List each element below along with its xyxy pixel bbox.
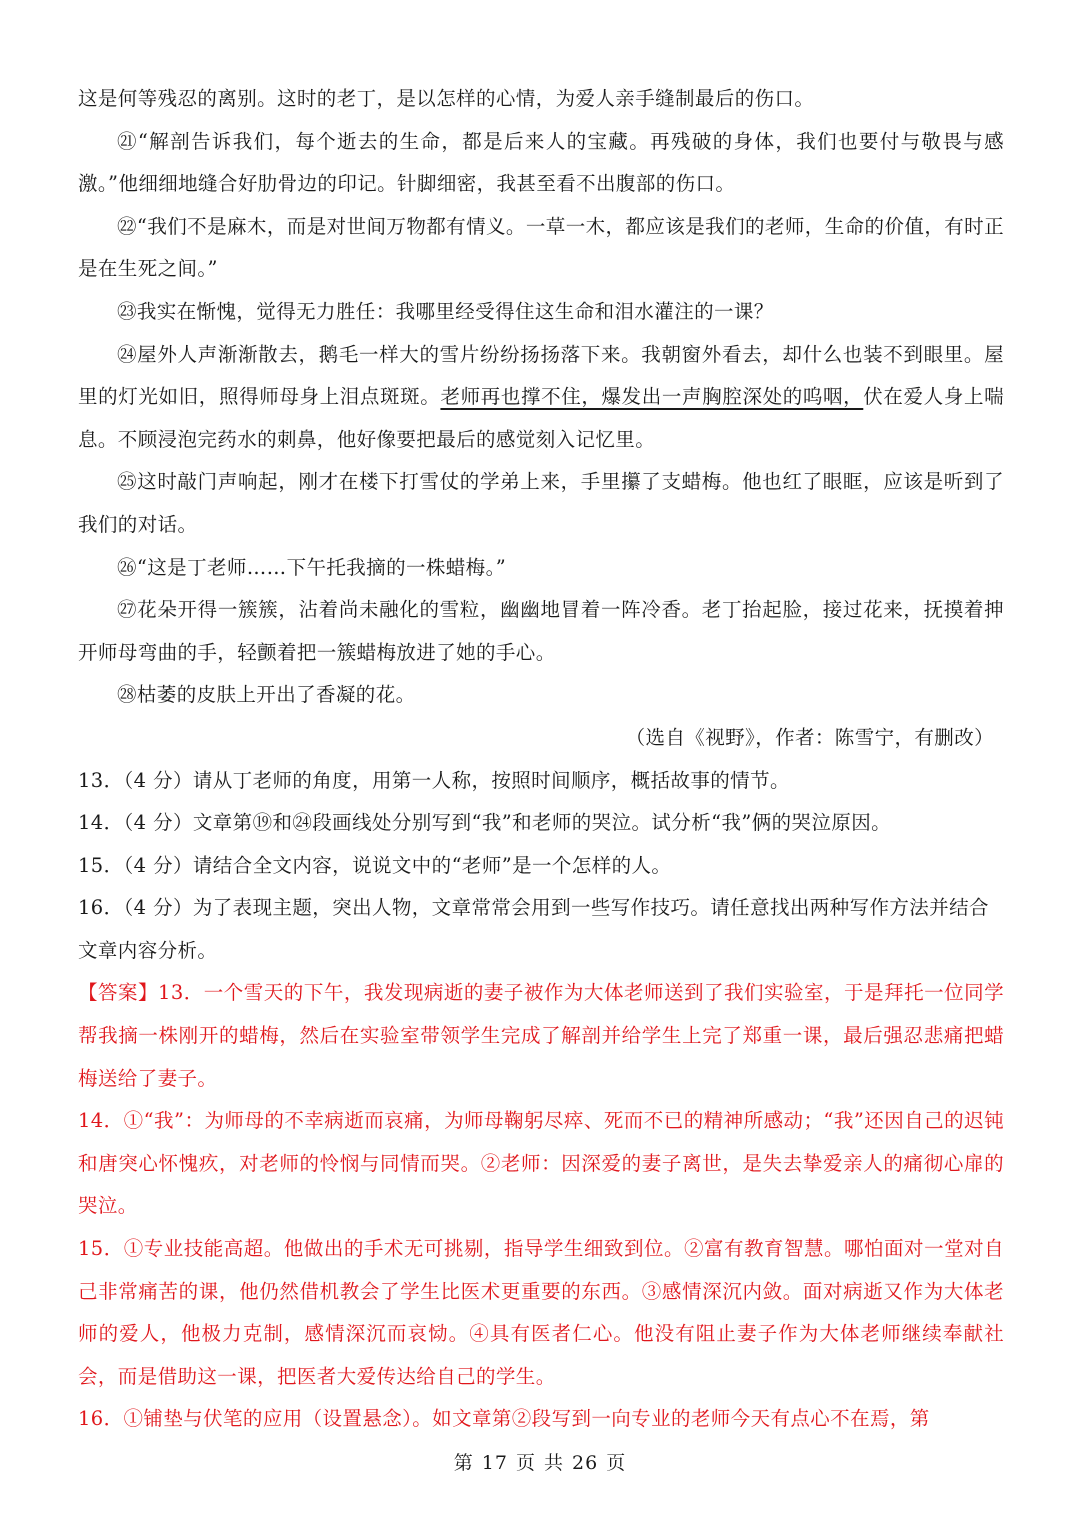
paragraph-24-underlined: 老师再也撑不住，爆发出一声胸腔深处的呜咽， (440, 385, 864, 409)
paragraph-24-part-b: 伏在爱人身上喘息。不顾浸泡完药水的刺鼻，他好像要把最后的感觉刻入记忆里。 (78, 385, 1004, 451)
footer-page-current: 17 (481, 1452, 508, 1474)
paragraph-26: ㉖“这是丁老师……下午托我摘的一株蜡梅。” (117, 555, 507, 579)
paragraph-28: ㉘枯萎的皮肤上开出了香凝的花。 (117, 683, 416, 707)
answer-13-text: 13．一个雪天的下午，我发现病逝的妻子被作为大体老师送到了我们实验室，于是拜托一位同学帮我摘一株刚开的蜡梅，然后在实验室带领学生完成了解剖并给学生上完了郑重一课，最后强忍悲痛把蜡梅送给了妻子。 (78, 981, 1005, 1090)
answer-tag: 【答案】 (78, 981, 159, 1005)
footer-page-total: 26 (572, 1452, 599, 1474)
paragraph-21: ㉑“解剖告诉我们，每个逝去的生命，都是后来人的宝藏。再残破的身体，我们也要付与敬畏与感激。”他细细地缝合好肋骨边的印记。针脚细密，我甚至看不出腹部的伤口。 (78, 129, 1004, 196)
paragraph-24-part-a: ㉔屋外人声渐渐散去，鹅毛一样大的雪片纷纷扬扬落下来。我朝窗外看去，却什么也装不到眼里。屋里的灯光如旧，照得师母身上泪点斑斑。 (78, 342, 1004, 409)
footer-label-gong: 共 (544, 1452, 565, 1474)
answer-13 (78, 972, 1004, 1100)
paragraph-25: ㉕这时敲门声响起，刚才在楼下打雪仗的学弟上来，手里攥了支蜡梅。他也红了眼眶，应该是听到了我们的对话。 (78, 470, 1004, 536)
source-citation: （选自《视野》，作者：陈雪宁，有删改） (625, 725, 994, 749)
footer-label-ye-2: 页 (606, 1452, 627, 1474)
answer-14: 14．①“我”：为师母的不幸病逝而哀痛，为师母鞠躬尽瘁、死而不已的精神所感动；“我”还因自己的迟钝和唐突心怀愧疚，对老师的怜悯与同情而哭。②老师：因深爱的妻子离世，是失去挚爱亲人的痛彻心扉的哭泣。 (78, 1109, 1004, 1218)
paragraph-24 (78, 334, 1004, 462)
paragraph-continued: 这是何等残忍的离别。这时的老丁，是以怎样的心情，为爱人亲手缝制最后的伤口。 (78, 87, 815, 110)
paragraph-23: ㉓我实在惭愧，觉得无力胜任：我哪里经受得住这生命和泪水灌注的一课？ (117, 299, 774, 323)
page-footer (0, 1448, 1080, 1475)
answer-15: 15．①专业技能高超。他做出的手术无可挑剔，指导学生细致到位。②富有教育智慧。哪怕面对一堂对自己非常痛苦的课，他仍然借机教会了学生比医术更重要的东西。③感情深沉内敛。面对病逝又作为大体老师的爱人，他极力克制，感情深沉而哀恸。④具有医者仁心。他没有阻止妻子作为大体老师继续奉献社会，而是借助这一课，把医者大爱传达给自己的学生。 (78, 1237, 1004, 1388)
question-15: 15．（4 分）请结合全文内容，说说文中的“老师”是一个怎样的人。 (78, 853, 672, 877)
answer-16: 16．①铺垫与伏笔的应用（设置悬念）。如文章第②段写到一向专业的老师今天有点心不在焉，第 (78, 1407, 930, 1431)
question-14: 14．（4 分）文章第⑲和㉔段画线处分别写到“我”和老师的哭泣。试分析“我”俩的哭泣原因。 (78, 811, 892, 835)
paragraph-27: ㉗花朵开得一簇簇，沾着尚未融化的雪粒，幽幽地冒着一阵冷香。老丁抬起脸，接过花来，抚摸着抻开师母弯曲的手，轻颤着把一簇蜡梅放进了她的手心。 (78, 598, 1004, 664)
footer-label-ye: 页 (515, 1452, 536, 1474)
page-content (78, 78, 1004, 1441)
question-16: 16．（4 分）为了表现主题，突出人物，文章常常会用到一些写作技巧。请任意找出两种写作方法并结合文章内容分析。 (78, 896, 989, 962)
paragraph-22: ㉒“我们不是麻木，而是对世间万物都有情义。一草一木，都应该是我们的老师，生命的价值，有时正是在生死之间。” (78, 214, 1004, 281)
footer-label-di: 第 (453, 1452, 474, 1474)
question-13: 13．（4 分）请从丁老师的角度，用第一人称，按照时间顺序，概括故事的情节。 (78, 768, 790, 792)
